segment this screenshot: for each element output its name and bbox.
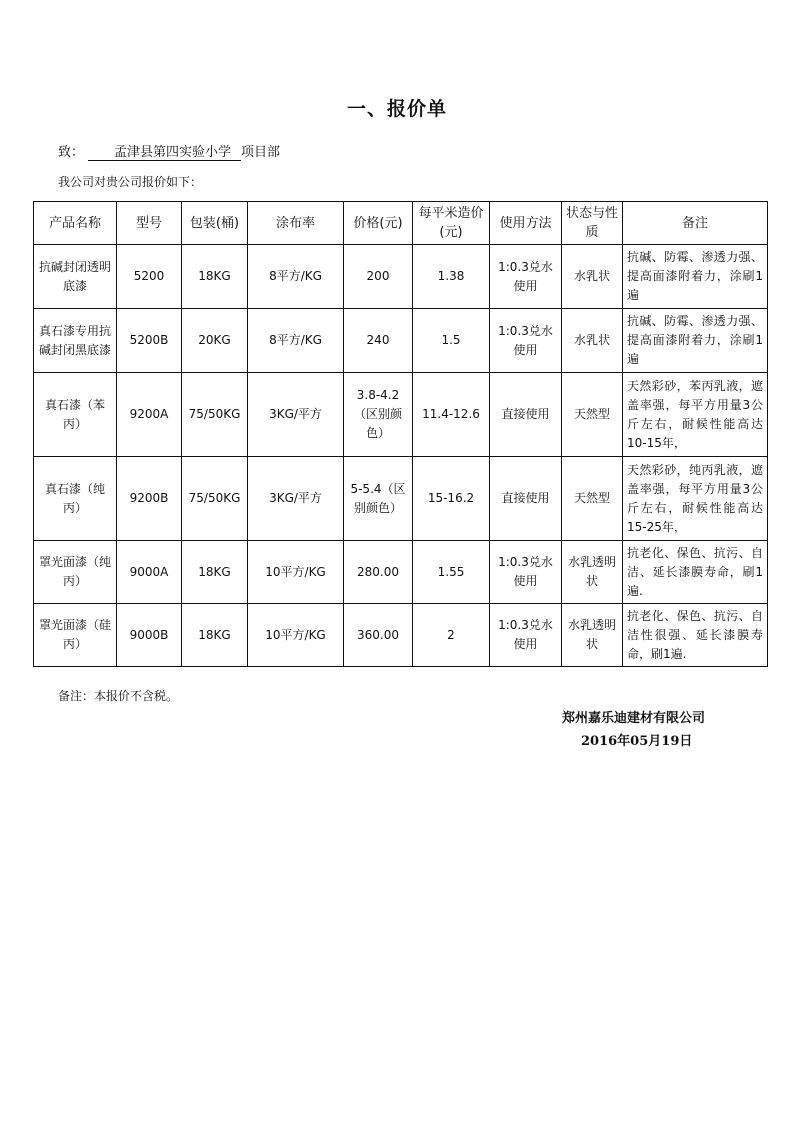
- table-cell: 抗碱、防霉、渗透力强、提高面漆附着力，涂刷1遍: [623, 309, 768, 373]
- table-cell: 天然彩砂，苯丙乳液，遮盖率强，每平方用量3公斤左右，耐候性能高达10-15年，: [623, 373, 768, 457]
- table-cell: 18KG: [182, 604, 248, 667]
- header-cell: 涂布率: [248, 202, 344, 245]
- table-cell: 水乳状: [562, 309, 623, 373]
- table-cell: 水乳透明状: [562, 604, 623, 667]
- quote-table: [33, 201, 768, 667]
- table-cell: 抗碱、防霉、渗透力强、提高面漆附着力，涂刷1遍: [623, 245, 768, 309]
- recipient-suffix: 项目部: [241, 145, 281, 160]
- table-row: [34, 541, 768, 604]
- table-cell: 9000A: [117, 541, 182, 604]
- table-cell: 水乳状: [562, 245, 623, 309]
- recipient-line: [58, 141, 280, 161]
- table-cell: 360.00: [344, 604, 413, 667]
- company-name: 郑州嘉乐迪建材有限公司: [562, 711, 706, 726]
- table-header-row: [34, 202, 768, 245]
- table-cell: 1.5: [413, 309, 490, 373]
- table-cell: 3KG/平方: [248, 373, 344, 457]
- table-row: [34, 309, 768, 373]
- header-cell: 使用方法: [490, 202, 562, 245]
- header-cell: 价格(元): [344, 202, 413, 245]
- header-cell: 产品名称: [34, 202, 117, 245]
- table-row: [34, 604, 768, 667]
- table-cell: 罩光面漆（纯丙）: [34, 541, 117, 604]
- table-cell: 真石漆（纯丙）: [34, 457, 117, 541]
- table-cell: 直接使用: [490, 373, 562, 457]
- table-cell: 15-16.2: [413, 457, 490, 541]
- table-cell: 天然型: [562, 373, 623, 457]
- table-cell: 抗碱封闭透明底漆: [34, 245, 117, 309]
- table-row: [34, 245, 768, 309]
- header-cell: 型号: [117, 202, 182, 245]
- table-cell: 抗老化、保色、抗污、自洁性很强、延长漆膜寿命，刷1遍.: [623, 604, 768, 667]
- table-cell: 1.55: [413, 541, 490, 604]
- table-cell: 18KG: [182, 541, 248, 604]
- table-cell: 2: [413, 604, 490, 667]
- table-cell: 75/50KG: [182, 373, 248, 457]
- table-cell: 直接使用: [490, 457, 562, 541]
- table-cell: 罩光面漆（硅丙）: [34, 604, 117, 667]
- table-cell: 1.38: [413, 245, 490, 309]
- table-cell: 5200B: [117, 309, 182, 373]
- remark-text: 备注：本报价不含税。: [58, 689, 179, 703]
- table-cell: 1:0.3兑水使用: [490, 245, 562, 309]
- quote-date: 2016年05月19日: [581, 734, 693, 749]
- table-cell: 240: [344, 309, 413, 373]
- table-cell: 280.00: [344, 541, 413, 604]
- header-cell: 备注: [623, 202, 768, 245]
- to-prefix: 致：: [58, 145, 85, 160]
- table-cell: 11.4-12.6: [413, 373, 490, 457]
- header-cell: 包装(桶): [182, 202, 248, 245]
- table-cell: 3.8-4.2（区别颜色）: [344, 373, 413, 457]
- table-cell: 真石漆（苯丙）: [34, 373, 117, 457]
- table-cell: 9200B: [117, 457, 182, 541]
- table-cell: 8平方/KG: [248, 245, 344, 309]
- table-cell: 9200A: [117, 373, 182, 457]
- table-cell: 5-5.4（区别颜色）: [344, 457, 413, 541]
- intro-text: 我公司对贵公司报价如下：: [58, 175, 203, 189]
- page-title: 一、报价单: [346, 98, 447, 120]
- header-cell: 每平米造价(元): [413, 202, 490, 245]
- table-row: [34, 373, 768, 457]
- table-cell: 3KG/平方: [248, 457, 344, 541]
- table-cell: 9000B: [117, 604, 182, 667]
- header-cell: 状态与性质: [562, 202, 623, 245]
- table-cell: 天然型: [562, 457, 623, 541]
- table-cell: 抗老化、保色、抗污、自洁、延长漆膜寿命，刷1遍.: [623, 541, 768, 604]
- table-cell: 真石漆专用抗碱封闭黑底漆: [34, 309, 117, 373]
- table-cell: 10平方/KG: [248, 541, 344, 604]
- table-cell: 10平方/KG: [248, 604, 344, 667]
- table-cell: 75/50KG: [182, 457, 248, 541]
- table-cell: 1:0.3兑水使用: [490, 309, 562, 373]
- table-cell: 8平方/KG: [248, 309, 344, 373]
- table-cell: 1:0.3兑水使用: [490, 541, 562, 604]
- table-cell: 1:0.3兑水使用: [490, 604, 562, 667]
- table-cell: 5200: [117, 245, 182, 309]
- table-cell: 18KG: [182, 245, 248, 309]
- table-cell: 200: [344, 245, 413, 309]
- table-cell: 20KG: [182, 309, 248, 373]
- table-cell: 天然彩砂，纯丙乳液，遮盖率强，每平方用量3公斤左右，耐候性能高达15-25年，: [623, 457, 768, 541]
- recipient-name: 孟津县第四实验小学: [88, 141, 241, 161]
- table-cell: 水乳透明状: [562, 541, 623, 604]
- table-row: [34, 457, 768, 541]
